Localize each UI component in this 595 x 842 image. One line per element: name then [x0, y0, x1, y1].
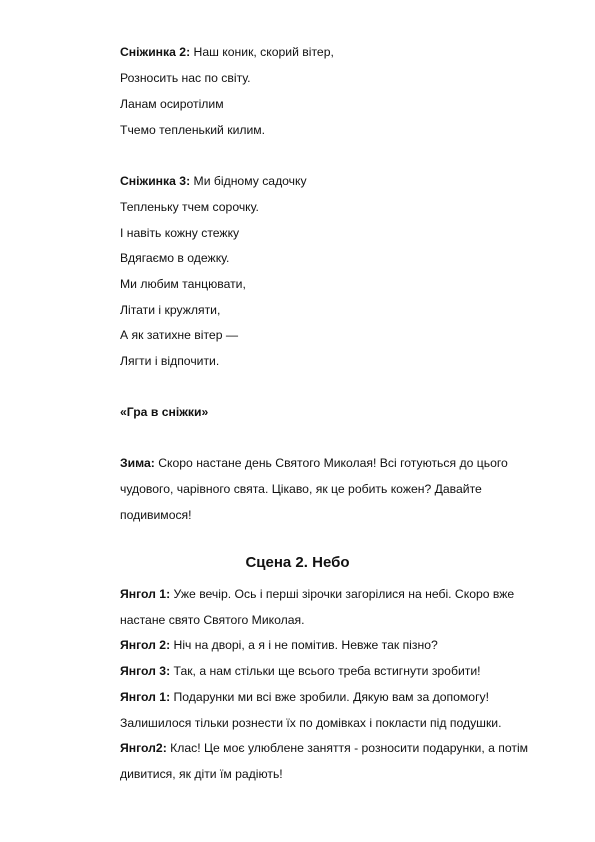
dialogue-line — [120, 637, 438, 653]
speech-text: Ніч на дворі, а я і не помітив. Невже так пізно? — [170, 638, 438, 652]
dialogue-line-continuation: дивитися, як діти їм радіють! — [120, 767, 283, 781]
verse-text: Наш коник, скорий вітер, — [190, 45, 334, 59]
verse-text: Ми бідному садочку — [190, 174, 307, 188]
game-title: «Гра в сніжки» — [120, 405, 209, 419]
speaker-label: Сніжинка 2: — [120, 45, 191, 59]
snowflake3-line-1 — [120, 173, 307, 189]
snowflake3-line-6: Літати і кружляти, — [120, 303, 221, 317]
speaker-label: Янгол 1: — [120, 587, 171, 601]
speaker-label: Сніжинка 3: — [120, 174, 191, 188]
speaker-label: Янгол 2: — [120, 638, 171, 652]
snowflake3-line-7: А як затихне вітер — — [120, 328, 239, 342]
speech-text: Скоро настане день Святого Миколая! Всі готуються до цього — [154, 456, 508, 470]
snowflake3-line-2: Тепленьку тчем сорочку. — [120, 200, 259, 214]
scene-heading: Сцена 2. Небо — [245, 554, 350, 571]
dialogue-line — [120, 689, 489, 705]
snowflake2-line-3: Ланам осиротілим — [120, 97, 224, 111]
snowflake3-line-8: Лягти і відпочити. — [120, 354, 220, 368]
snowflake3-line-5: Ми любим танцювати, — [120, 277, 246, 291]
speaker-label: Янгол 1: — [120, 690, 171, 704]
snowflake3-line-4: Вдягаємо в одежку. — [120, 251, 230, 265]
dialogue-line — [120, 740, 528, 756]
winter-line-1 — [120, 455, 508, 471]
snowflake2-line-2: Розносить нас по світу. — [120, 71, 251, 85]
speech-text: Подарунки ми всі вже зробили. Дякую вам за допомогу! — [170, 690, 489, 704]
dialogue-line — [120, 586, 514, 602]
speaker-label: Янгол2: — [120, 741, 167, 755]
snowflake2-line-4: Тчемо тепленький килим. — [120, 123, 266, 137]
snowflake3-line-3: І навіть кожну стежку — [120, 226, 240, 240]
speaker-label: Янгол 3: — [120, 664, 171, 678]
speech-text: Клас! Це моє улюблене заняття - розносити подарунки, а потім — [166, 741, 529, 755]
snowflake2-line-1 — [120, 44, 334, 60]
speech-text: Уже вечір. Ось і перші зірочки загорілися на небі. Скоро вже — [170, 587, 515, 601]
dialogue-line-continuation: Залишилося тільки рознести їх по домівках і покласти під подушки. — [120, 716, 502, 730]
speech-text: Так, а нам стільки ще всього треба встигнути зробити! — [170, 664, 481, 678]
winter-line-2: чудового, чарівного свята. Цікаво, як це робить кожен? Давайте — [120, 482, 482, 496]
dialogue-line-continuation: настане свято Святого Миколая. — [120, 613, 305, 627]
dialogue-line — [120, 663, 481, 679]
speaker-label: Зима: — [120, 456, 155, 470]
winter-line-3: подивимося! — [120, 508, 192, 522]
